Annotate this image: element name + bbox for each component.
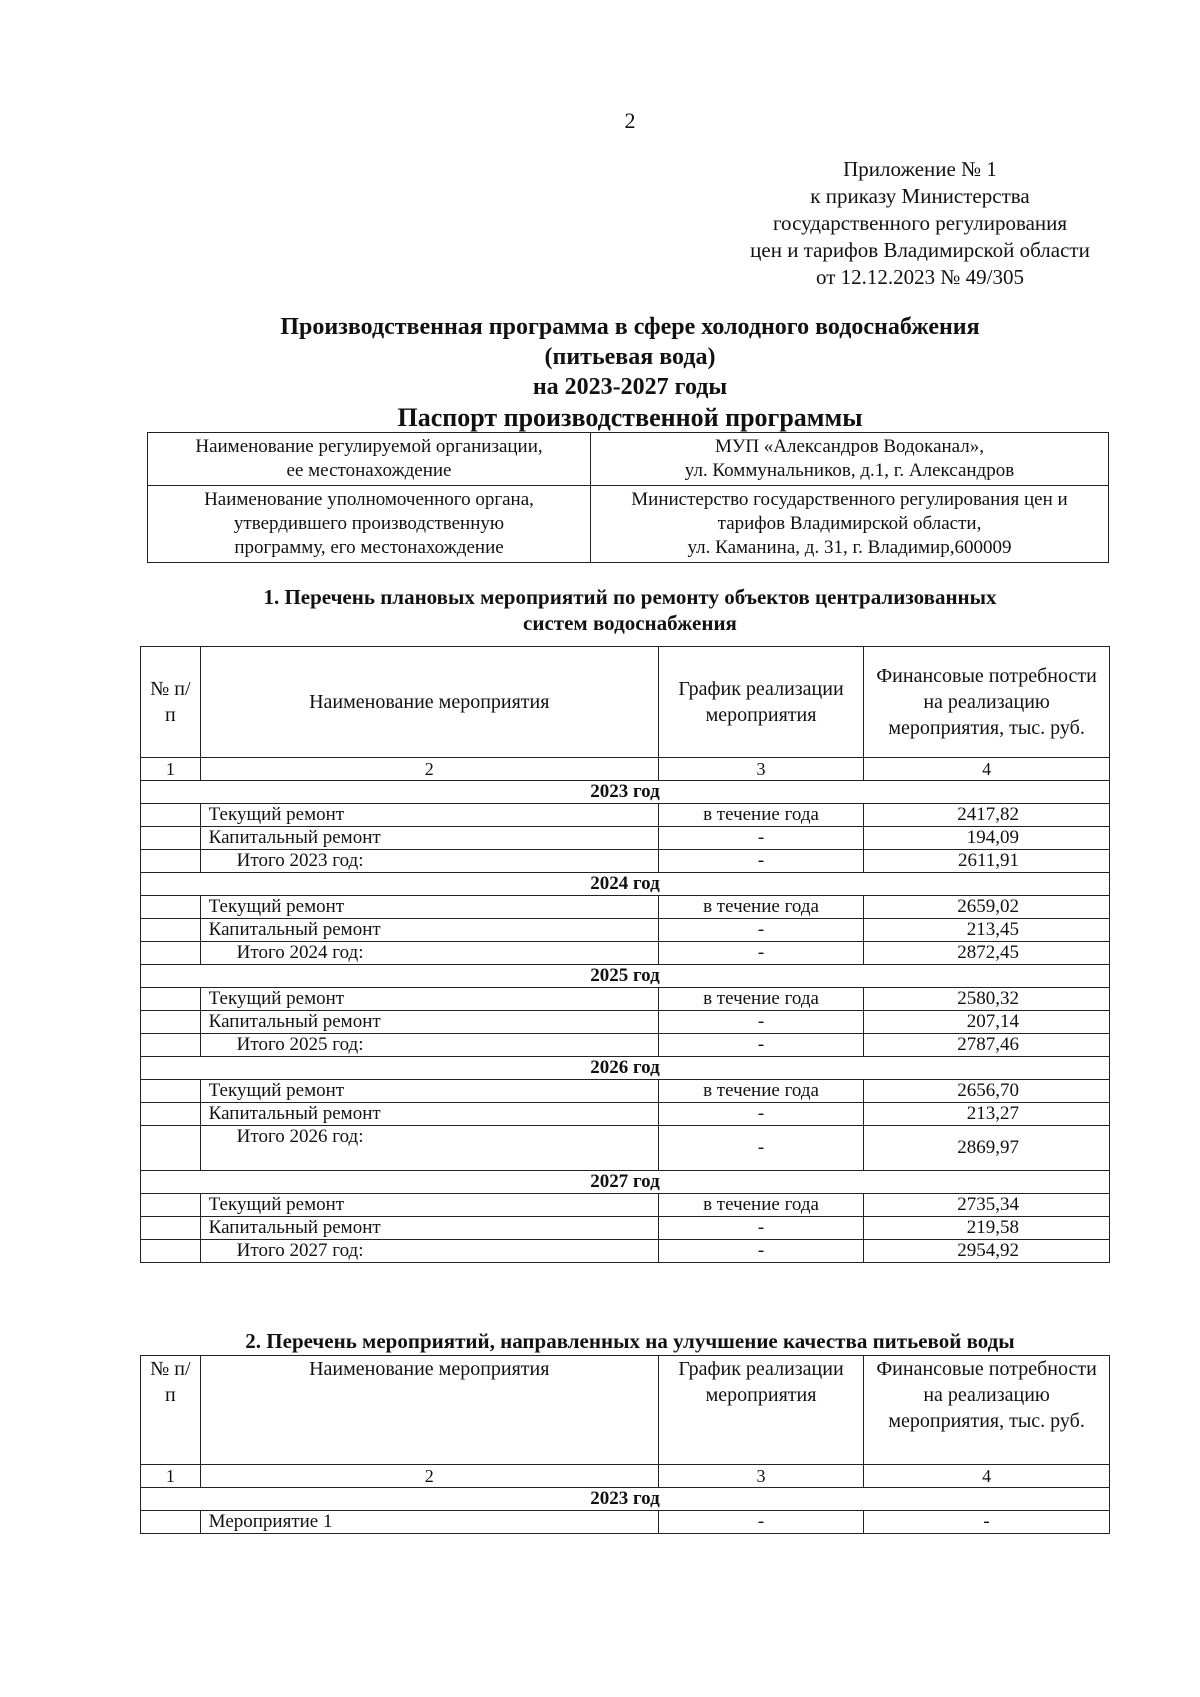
table-row [141, 1511, 1110, 1534]
row-amount: 2735,34 [864, 1194, 1110, 1217]
row-amount: 2656,70 [864, 1080, 1110, 1103]
row-schedule: в течение года [658, 1194, 863, 1217]
year-label: 2026 год [141, 1057, 1110, 1080]
passport-value-line: ул. Каманина, д. 31, г. Владимир,600009 [687, 537, 1012, 558]
row-num [141, 804, 201, 827]
section2-title: 2. Перечень мероприятий, направленных на улучшение качества питьевой воды [245, 1329, 1015, 1353]
passport-label-line: утвердившего производственную [233, 513, 505, 534]
column-number: 2 [200, 1465, 658, 1488]
row-schedule: в течение года [658, 896, 863, 919]
table-row [141, 1011, 1110, 1034]
row-num [141, 1103, 201, 1126]
row-num [141, 919, 201, 942]
header-num: № п/п [141, 647, 201, 758]
row-name: Капитальный ремонт [200, 1011, 658, 1034]
passport-value-line: ул. Коммунальников, д.1, г. Александров [684, 460, 1015, 481]
row-num [141, 1217, 201, 1240]
row-schedule: - [658, 1511, 863, 1534]
row-schedule: - [658, 1126, 863, 1171]
table-row [141, 1103, 1110, 1126]
row-num [141, 1080, 201, 1103]
table-row [141, 896, 1110, 919]
passport-table [147, 432, 1109, 563]
year-row [141, 1488, 1110, 1511]
year-row [141, 965, 1110, 988]
row-schedule: - [658, 827, 863, 850]
passport-label-line: Наименование регулируемой организации, [195, 436, 543, 457]
section-title-line: 1. Перечень плановых мероприятий по ремонту объектов централизованных [263, 585, 997, 609]
row-amount: 2611,91 [864, 850, 1110, 873]
title-line: (питьевая вода) [544, 344, 716, 370]
table-header-row [141, 1356, 1110, 1465]
column-number-row [141, 1465, 1110, 1488]
row-name: Итого 2027 год: [200, 1240, 658, 1263]
document-title [130, 312, 1130, 402]
passport-label-line: программу, его местонахождение [234, 537, 504, 558]
row-num [141, 1240, 201, 1263]
row-amount: 207,14 [864, 1011, 1110, 1034]
passport-value [591, 486, 1109, 563]
year-row [141, 1171, 1110, 1194]
header-finance: Финансовые потребности на реализацию мероприятия, тыс. руб. [864, 1356, 1110, 1465]
passport-label-line: Наименование уполномоченного органа, [204, 489, 534, 510]
appendix-line: государственного регулирования [772, 211, 1068, 235]
year-label: 2024 год [141, 873, 1110, 896]
table-row [141, 1194, 1110, 1217]
passport-value [591, 433, 1109, 486]
row-amount: 213,27 [864, 1103, 1110, 1126]
column-number: 3 [658, 1465, 863, 1488]
passport-value-line: тарифов Владимирской области, [717, 513, 982, 534]
table-row [141, 1080, 1110, 1103]
row-name: Текущий ремонт [200, 1194, 658, 1217]
row-num [141, 1034, 201, 1057]
table-row [141, 919, 1110, 942]
row-name: Мероприятие 1 [200, 1511, 658, 1534]
section-title-line: систем водоснабжения [523, 611, 737, 635]
section1-title [130, 584, 1130, 636]
row-schedule: в течение года [658, 988, 863, 1011]
row-name: Текущий ремонт [200, 988, 658, 1011]
row-amount: 2417,82 [864, 804, 1110, 827]
passport-row [148, 433, 1109, 486]
row-schedule: - [658, 1240, 863, 1263]
header-name: Наименование мероприятия [200, 1356, 658, 1465]
row-schedule: в течение года [658, 804, 863, 827]
row-name: Текущий ремонт [200, 896, 658, 919]
year-row [141, 873, 1110, 896]
title-line: Производственная программа в сфере холодного водоснабжения [280, 314, 980, 340]
passport-label-line: ее местонахождение [286, 460, 452, 481]
row-name: Итого 2024 год: [200, 942, 658, 965]
table-row [141, 1034, 1110, 1057]
row-num [141, 1126, 201, 1171]
row-amount: 194,09 [864, 827, 1110, 850]
row-schedule: в течение года [658, 1080, 863, 1103]
water-quality-table [140, 1355, 1110, 1534]
appendix-line: цен и тарифов Владимирской области [750, 238, 1090, 262]
header-schedule: График реализации мероприятия [658, 1356, 863, 1465]
column-number: 2 [200, 758, 658, 781]
appendix-header [700, 156, 1140, 291]
row-num [141, 1511, 201, 1534]
appendix-line: от 12.12.2023 № 49/305 [815, 265, 1025, 289]
table-row [141, 1217, 1110, 1240]
header-schedule: График реализации мероприятия [658, 647, 863, 758]
column-number-row [141, 758, 1110, 781]
table-row [141, 988, 1110, 1011]
page-number: 2 [624, 108, 636, 133]
row-schedule: - [658, 919, 863, 942]
row-name: Итого 2026 год: [200, 1126, 658, 1171]
column-number: 4 [864, 758, 1110, 781]
year-row [141, 1057, 1110, 1080]
row-num [141, 827, 201, 850]
table-row [141, 1240, 1110, 1263]
row-name: Текущий ремонт [200, 1080, 658, 1103]
row-num [141, 1011, 201, 1034]
passport-value-line: МУП «Александров Водоканал», [714, 436, 985, 457]
appendix-line: Приложение № 1 [843, 157, 997, 181]
row-name: Капитальный ремонт [200, 1103, 658, 1126]
row-schedule: - [658, 850, 863, 873]
row-amount: 2580,32 [864, 988, 1110, 1011]
row-amount: 2659,02 [864, 896, 1110, 919]
row-num [141, 850, 201, 873]
year-row [141, 781, 1110, 804]
row-amount: 2954,92 [864, 1240, 1110, 1263]
column-number: 3 [658, 758, 863, 781]
row-num [141, 1194, 201, 1217]
table-header-row [141, 647, 1110, 758]
header-finance: Финансовые потребности на реализацию мероприятия, тыс. руб. [864, 647, 1110, 758]
row-name: Капитальный ремонт [200, 919, 658, 942]
table-row [141, 804, 1110, 827]
row-schedule: - [658, 942, 863, 965]
header-name: Наименование мероприятия [200, 647, 658, 758]
row-name: Итого 2025 год: [200, 1034, 658, 1057]
table-row [141, 850, 1110, 873]
row-schedule: - [658, 1011, 863, 1034]
passport-label [148, 433, 591, 486]
repair-plan-table [140, 646, 1110, 1263]
column-number: 1 [141, 758, 201, 781]
table-row [141, 827, 1110, 850]
header-num: № п/п [141, 1356, 201, 1465]
row-name: Итого 2023 год: [200, 850, 658, 873]
passport-title: Паспорт производственной программы [397, 403, 863, 432]
appendix-line: к приказу Министерства [810, 184, 1030, 208]
row-schedule: - [658, 1217, 863, 1240]
year-label: 2023 год [141, 781, 1110, 804]
row-name: Капитальный ремонт [200, 1217, 658, 1240]
passport-row [148, 486, 1109, 563]
row-num [141, 942, 201, 965]
column-number: 4 [864, 1465, 1110, 1488]
row-name: Капитальный ремонт [200, 827, 658, 850]
table-row [141, 942, 1110, 965]
year-label: 2023 год [141, 1488, 1110, 1511]
table-row [141, 1126, 1110, 1171]
row-num [141, 988, 201, 1011]
year-label: 2025 год [141, 965, 1110, 988]
row-amount: 2872,45 [864, 942, 1110, 965]
row-schedule: - [658, 1034, 863, 1057]
column-number: 1 [141, 1465, 201, 1488]
title-line: на 2023-2027 годы [532, 374, 728, 400]
year-label: 2027 год [141, 1171, 1110, 1194]
passport-value-line: Министерство государственного регулирования цен и [631, 489, 1068, 510]
row-name: Текущий ремонт [200, 804, 658, 827]
row-amount: 219,58 [864, 1217, 1110, 1240]
row-amount: 2787,46 [864, 1034, 1110, 1057]
row-schedule: - [658, 1103, 863, 1126]
row-amount: 2869,97 [864, 1126, 1110, 1171]
row-amount: 213,45 [864, 919, 1110, 942]
row-num [141, 896, 201, 919]
passport-label [148, 486, 591, 563]
row-amount: - [864, 1511, 1110, 1534]
